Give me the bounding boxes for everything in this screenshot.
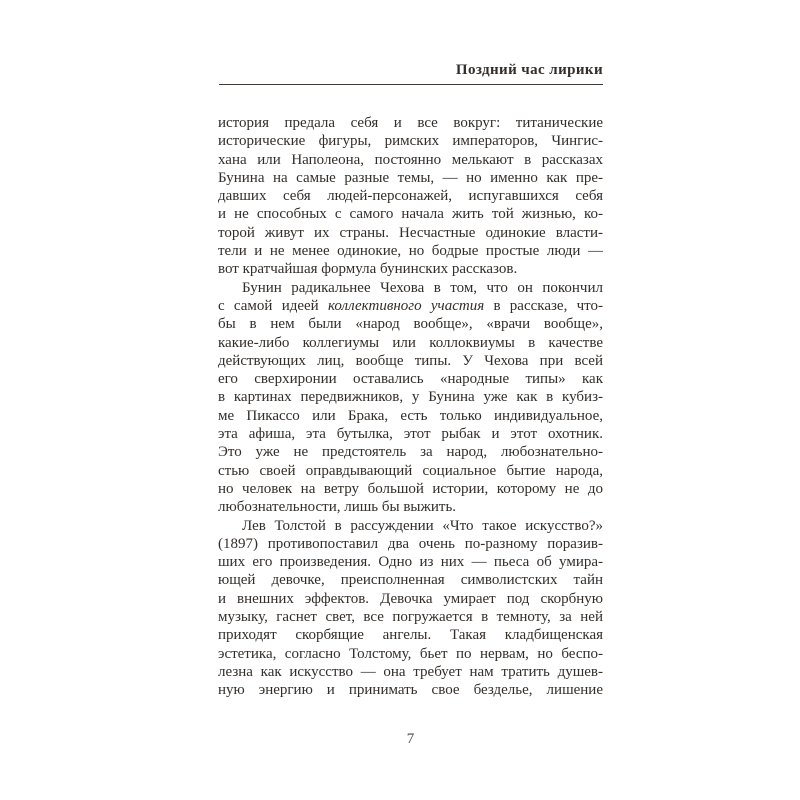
text-line: тели и не менее одинокие, но бодрые простые люди — [218,243,603,260]
paragraph [218,114,603,279]
text-line: приходят скорбящие ангелы. Такая кладбищенская [218,627,603,644]
text-line: Лев Толстой в рассуждении «Что такое искусство?» [242,517,603,534]
text-line: история предала себя и все вокруг: титанические [218,115,603,131]
text-line: торой живут их страны. Несчастные одинокие власти- [218,224,603,241]
text-line: в картинах передвижников, у Бунина уже как в кубиз- [218,389,603,406]
text-line: бы в нем были «народ вообще», «врачи вообще», [218,316,603,333]
text-line: но человек на ветру большой истории, которому не до [218,480,603,497]
text-line: любознательности, лишь бы выжить. [218,499,457,516]
text-line: исторические фигуры, римских императоров, Чингис- [218,133,603,150]
text-line: с самой идеей коллективного участия в рассказе, что- [218,297,603,314]
text-line: и внешних эффектов. Девочка умирает под скорбную [218,590,603,607]
text-line: его сверхиронии оставались «народные типы» как [218,371,603,388]
text-line: ших его произведения. Одно из них — пьеса об умира- [218,554,603,571]
text-line: (1897) противопоставил два очень по-разному поразив- [218,535,603,552]
header-rule [219,84,603,85]
text-line: и не способных с самого начала жить той жизнью, ко- [218,206,603,223]
page-number: 7 [406,731,415,747]
text-line: лезна как искусство — она требует нам тратить душев- [218,663,603,680]
text-line: действующих лиц, вообще типы. У Чехова при всей [218,352,603,369]
text-line: хана или Наполеона, постоянно мелькают в рассказах [218,151,603,168]
text-line: Это уже не предстоятель за народ, любознательно- [218,444,603,461]
text-line: Бунина на самые разные темы, — но именно как пре- [218,169,603,186]
text-line: стью своей оправдывающий социальное бытие народа, [218,462,603,479]
text-block [218,0,603,800]
text-line: эстетика, согласно Толстому, бьет по нервам, но беспо- [218,645,603,662]
text-line: ную энергию и принимать свое безделье, лишение [218,682,603,699]
paragraph [218,517,603,700]
text-line: вот кратчайшая формула бунинских рассказов. [218,261,518,278]
text-line: давших себя людей-персонажей, испугавшихся себя [218,188,603,205]
text-line: музыку, гаснет свет, все погружается в темноту, за ней [218,609,603,626]
text-line: какие-либо коллегиумы или коллоквиумы в качестве [218,334,603,351]
text-line: Бунин радикальнее Чехова в том, что он покончил [242,279,603,296]
paragraph [218,279,603,517]
text-line: ме Пикассо или Брака, есть только индивидуальное, [218,407,603,424]
text-line: ющей девочке, преисполненная символистских тайн [218,572,603,589]
text-line: эта афиша, эта бутылка, этот рыбак и этот охотник. [218,426,603,443]
body-text [218,114,603,700]
running-header: Поздний час лирики [455,62,603,78]
